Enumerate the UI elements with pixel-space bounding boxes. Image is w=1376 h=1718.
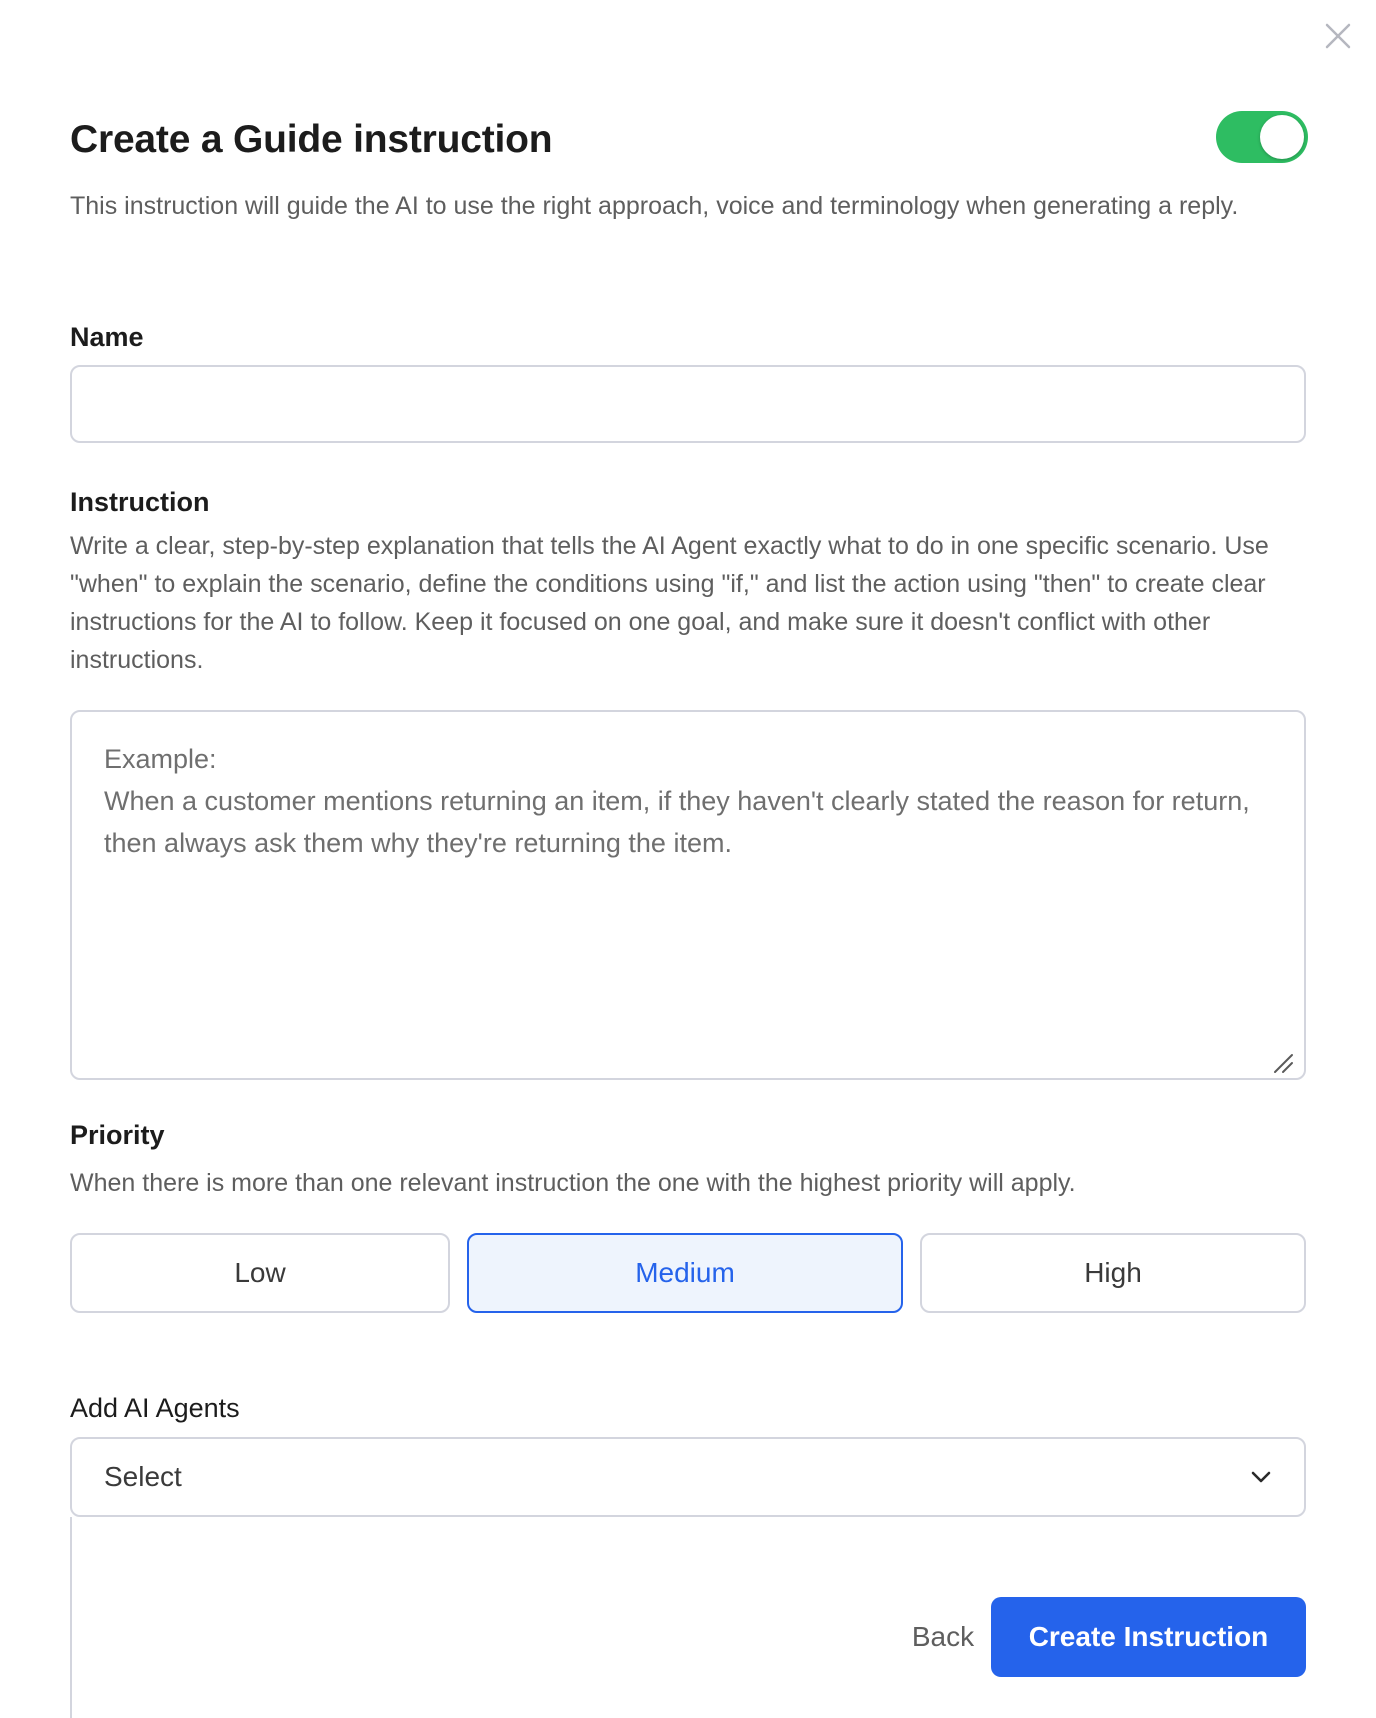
toggle-knob	[1260, 115, 1304, 159]
close-button[interactable]	[1320, 18, 1356, 54]
priority-segmented-control	[70, 1233, 1306, 1313]
priority-high-button[interactable]: High	[920, 1233, 1306, 1313]
chevron-down-icon	[1250, 1470, 1272, 1484]
dialog-title: Create a Guide instruction	[70, 118, 553, 161]
back-button[interactable]: Back	[878, 1597, 1008, 1677]
name-label: Name	[70, 322, 144, 352]
priority-description: When there is more than one relevant instruction the one with the highest priority will apply.	[70, 1169, 1076, 1197]
close-icon	[1324, 22, 1352, 50]
instruction-textarea[interactable]	[70, 710, 1306, 1080]
create-instruction-button[interactable]: Create Instruction	[991, 1597, 1306, 1677]
priority-medium-button[interactable]: Medium	[467, 1233, 903, 1313]
dialog-subtitle: This instruction will guide the AI to use the right approach, voice and terminology when generating a reply.	[70, 192, 1239, 220]
select-dropdown-edge	[70, 1517, 72, 1718]
enabled-toggle[interactable]	[1216, 111, 1308, 163]
agents-select[interactable]	[70, 1437, 1306, 1517]
name-input[interactable]	[70, 365, 1306, 443]
priority-label: Priority	[70, 1120, 165, 1150]
agents-label: Add AI Agents	[70, 1393, 240, 1423]
instruction-label: Instruction	[70, 487, 210, 517]
instruction-description: Write a clear, step-by-step explanation that tells the AI Agent exactly what to do in one specific scenario. Use "when" to explain the scenario, define the conditions using "if," and list the action using "then" to create clear instructions for the AI to follow. Keep it focused on one goal, and make sure it doesn't conflict with other instructions.	[70, 532, 1269, 674]
priority-low-button[interactable]: Low	[70, 1233, 450, 1313]
agents-select-value: Select	[104, 1461, 182, 1492]
resize-grip-icon[interactable]	[1272, 1052, 1294, 1074]
